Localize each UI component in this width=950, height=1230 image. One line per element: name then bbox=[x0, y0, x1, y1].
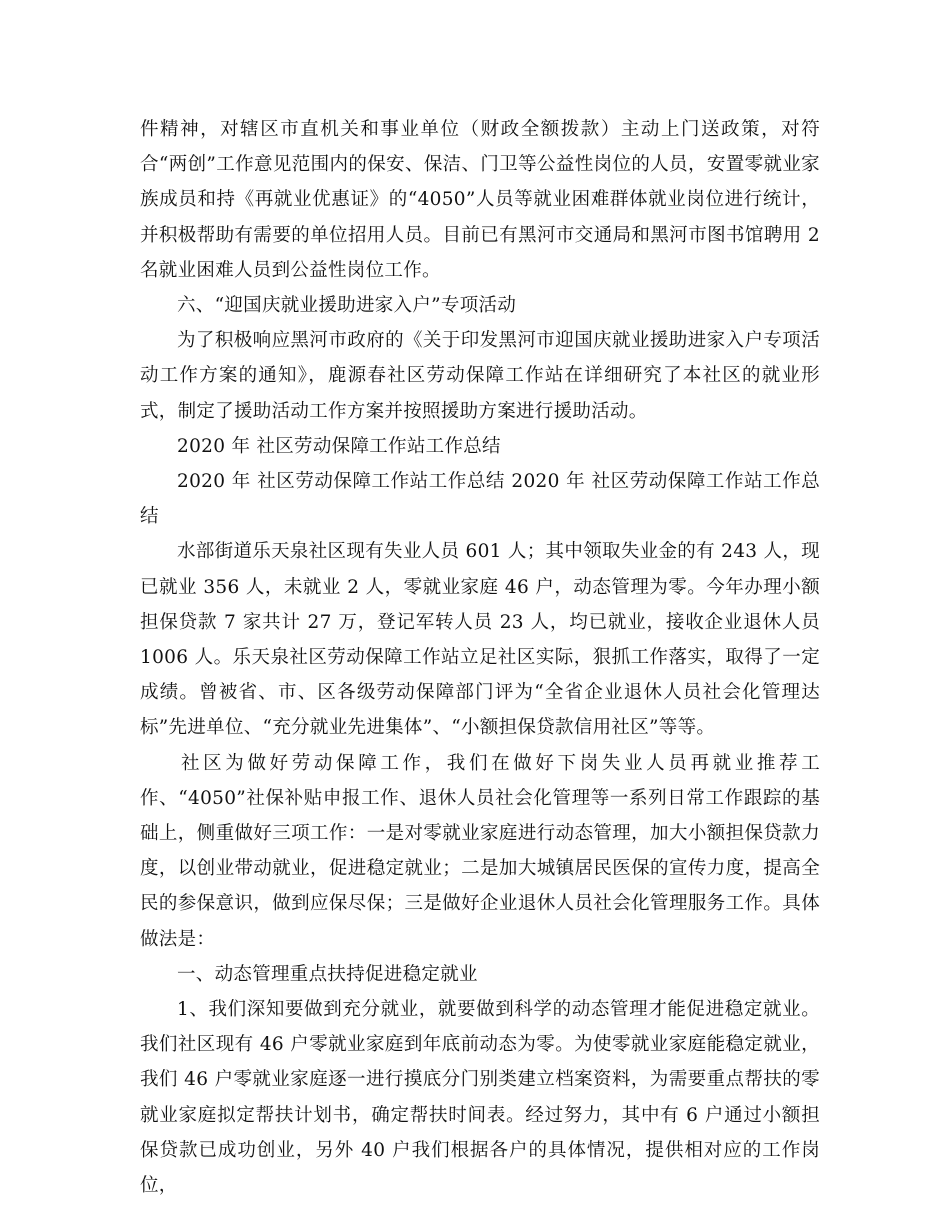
heading-section-one: 一、动态管理重点扶持促进稳定就业 bbox=[177, 963, 478, 985]
paragraph-work-focus: 社区为做好劳动保障工作，我们在做好下岗失业人员再就业推荐工作、“4050”社保补贴申报工作、退休人员社会化管理等一系列日常工作跟踪的基础上，侧重做好三项工作：一是对零就业家庭进行动态管理，加大小额担保贷款力度，以创业带动就业，促进稳定就业；二是加大城镇居民医保的宣传力度，提高全民的参保意识，做到应保尽保；三是做好企业退休人员社会化管理服务工作。具体做法是： bbox=[140, 752, 820, 950]
paragraph-community-overview: 水部街道乐天泉社区现有失业人员 601 人；其中领取失业金的有 243 人，现已就业 356 人，未就业 2 人，零就业家庭 46 户，动态管理为零。今年办理小额担保贷款 7 家共计 27 万，登记军转人员 23 人，均已就业，接收企业退休人员 1006 人。乐天泉社区劳动保障工作站立足社区实际，狠抓工作落实，取得了一定成绩。曾被省、市、区各级劳动保障部门评为“全省企业退休人员社会化管理达标”先进单位、“充分就业先进集体”、“小额担保贷款信用社区”等等。 bbox=[140, 541, 820, 739]
paragraph-national-day-campaign: 为了积极响应黑河市政府的《关于印发黑河市迎国庆就业援助进家入户专项活动工作方案的通知》，鹿源春社区劳动保障工作站在详细研究了本社区的就业形式，制定了援助活动工作方案并按照援助方案进行援助活动。 bbox=[140, 330, 820, 422]
paragraph-policy-delivery: 件精神，对辖区市直机关和事业单位（财政全额拨款）主动上门送政策，对符合“两创”工作意见范围内的保安、保洁、门卫等公益性岗位的人员，安置零就业家族成员和持《再就业优惠证》的“4050”人员等就业困难群体就业岗位进行统计，并积极帮助有需要的单位招用人员。目前已有黑河市交通局和黑河市图书馆聘用 2 名就业困难人员到公益性岗位工作。 bbox=[140, 119, 820, 281]
heading-annual-summary: 2020 年 社区劳动保障工作站工作总结 bbox=[177, 435, 501, 457]
paragraph-dynamic-management: 1、我们深知要做到充分就业，就要做到科学的动态管理才能促进稳定就业。我们社区现有 46 户零就业家庭到年底前动态为零。为使零就业家庭能稳定就业，我们 46 户零就业家庭逐一进行摸底分门别类建立档案资料，为需要重点帮扶的零就业家庭拟定帮扶计划书，确定帮扶时间表。经过努力，其中有 6 户通过小额担保贷款已成功创业，另外 40 户我们根据各户的具体情况，提供相对应的工作岗位， bbox=[140, 999, 820, 1197]
document-body bbox=[140, 112, 820, 1203]
heading-annual-summary-repeat: 2020 年 社区劳动保障工作站工作总结 2020 年 社区劳动保障工作站工作总结 bbox=[140, 471, 820, 528]
heading-section-six: 六、“迎国庆就业援助进家入户”专项活动 bbox=[177, 295, 517, 317]
